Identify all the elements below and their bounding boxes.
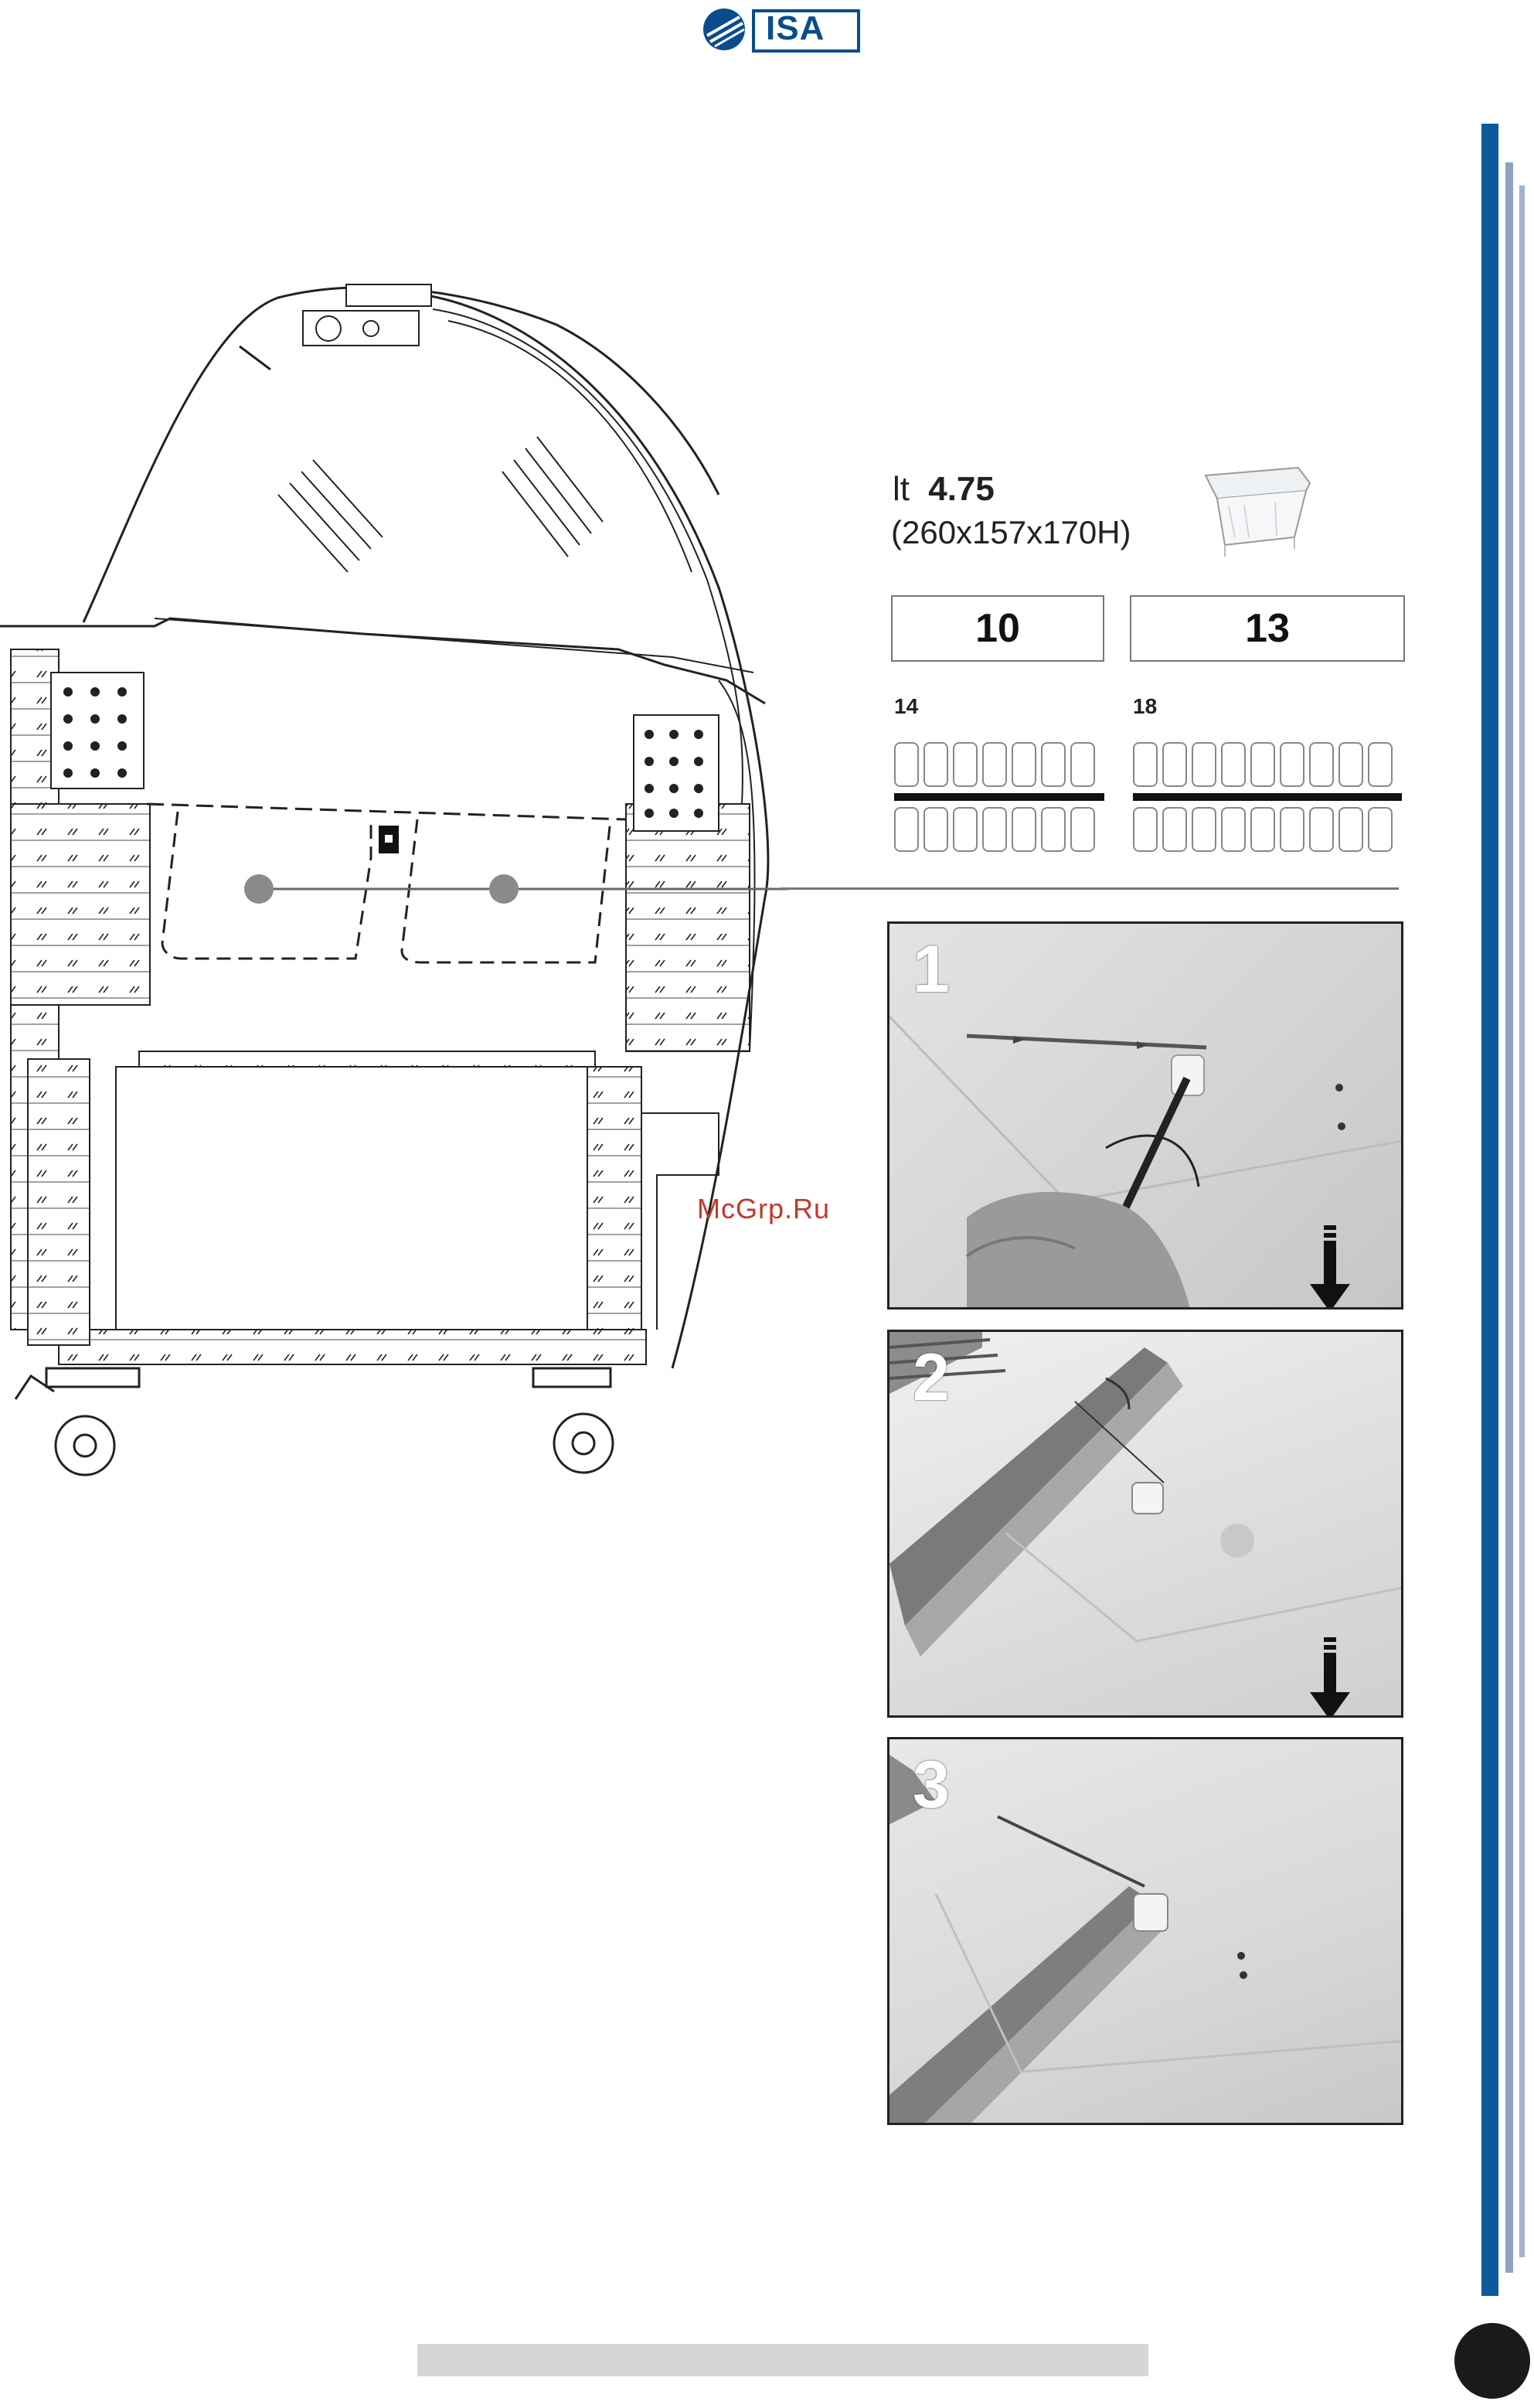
pan-slot [1280,807,1304,852]
logo-text: ISA [766,9,825,47]
pan-dimensions: (260x157x170H) [891,514,1131,550]
config-18-top-row [1133,742,1402,787]
pan-slot [1221,742,1246,787]
count-box-13: 13 [1130,595,1405,662]
pan-slot [1041,742,1066,787]
config-18-divider [1133,793,1402,801]
pan-slot [1070,742,1095,787]
display-case-section-drawing [0,263,788,1484]
pan-slot [1368,807,1393,852]
config-18-bottom-row [1133,807,1402,852]
pan-capacity-value: 4.75 [928,470,995,508]
pan-slot [1250,742,1275,787]
brand-logo [699,6,862,54]
config-label-18: 18 [1133,694,1158,718]
pan-slot [1070,807,1095,852]
config-label-14: 14 [894,694,919,718]
pan-slot [953,742,978,787]
step-number-3: 3 [913,1748,950,1822]
pan-slot [1041,807,1066,852]
pan-slot [1250,807,1275,852]
pan-slot [1338,742,1363,787]
step-3-illustration [889,1739,1403,2125]
pan-slot [982,742,1007,787]
sidebar-stripe-gray [1505,162,1513,2273]
pan-slot [953,807,978,852]
pan-slot [1162,742,1187,787]
pan-slot [894,742,919,787]
step-number-2: 2 [913,1340,950,1415]
pan-slot [1192,807,1216,852]
step-number-1: 1 [913,932,950,1006]
pan-capacity-line [893,470,995,509]
config-14-bottom-row [894,807,1104,852]
config-14-diagram [894,742,1104,852]
section-divider [781,887,1399,890]
pan-slot [1221,807,1246,852]
count-box-10: 10 [891,595,1104,662]
pan-slot [1012,807,1036,852]
arrow-down-icon [1307,1637,1353,1718]
step-photo-3 [887,1737,1403,2125]
pan-slot [923,807,948,852]
unit-prefix: lt [893,470,910,508]
config-14-top-row [894,742,1104,787]
pan-slot [1133,807,1158,852]
pan-slot [1133,742,1158,787]
watermark-text: McGrp.Ru [697,1193,831,1224]
pan-slot [923,742,948,787]
pan-slot [1192,742,1216,787]
pan-slot [1162,807,1187,852]
pan-slot [1338,807,1363,852]
pan-slot [1368,742,1393,787]
arrow-down-icon [1307,1225,1353,1310]
sidebar-stripe-main [1481,124,1498,2296]
page-number-badge [1454,2323,1530,2399]
config-14-divider [894,793,1104,801]
pan-slot [1309,742,1334,787]
pan-slot [1012,742,1036,787]
pan-slot [894,807,919,852]
pan-slot [982,807,1007,852]
config-18-diagram [1133,742,1402,852]
pan-slot [1309,807,1334,852]
pan-slot [1280,742,1304,787]
sidebar-stripe-light [1519,186,1525,2257]
step-photo-2 [887,1330,1403,1718]
step-photo-1 [887,921,1403,1310]
footer-bar [417,2344,1148,2376]
gastronorm-pan-icon [1198,460,1314,560]
